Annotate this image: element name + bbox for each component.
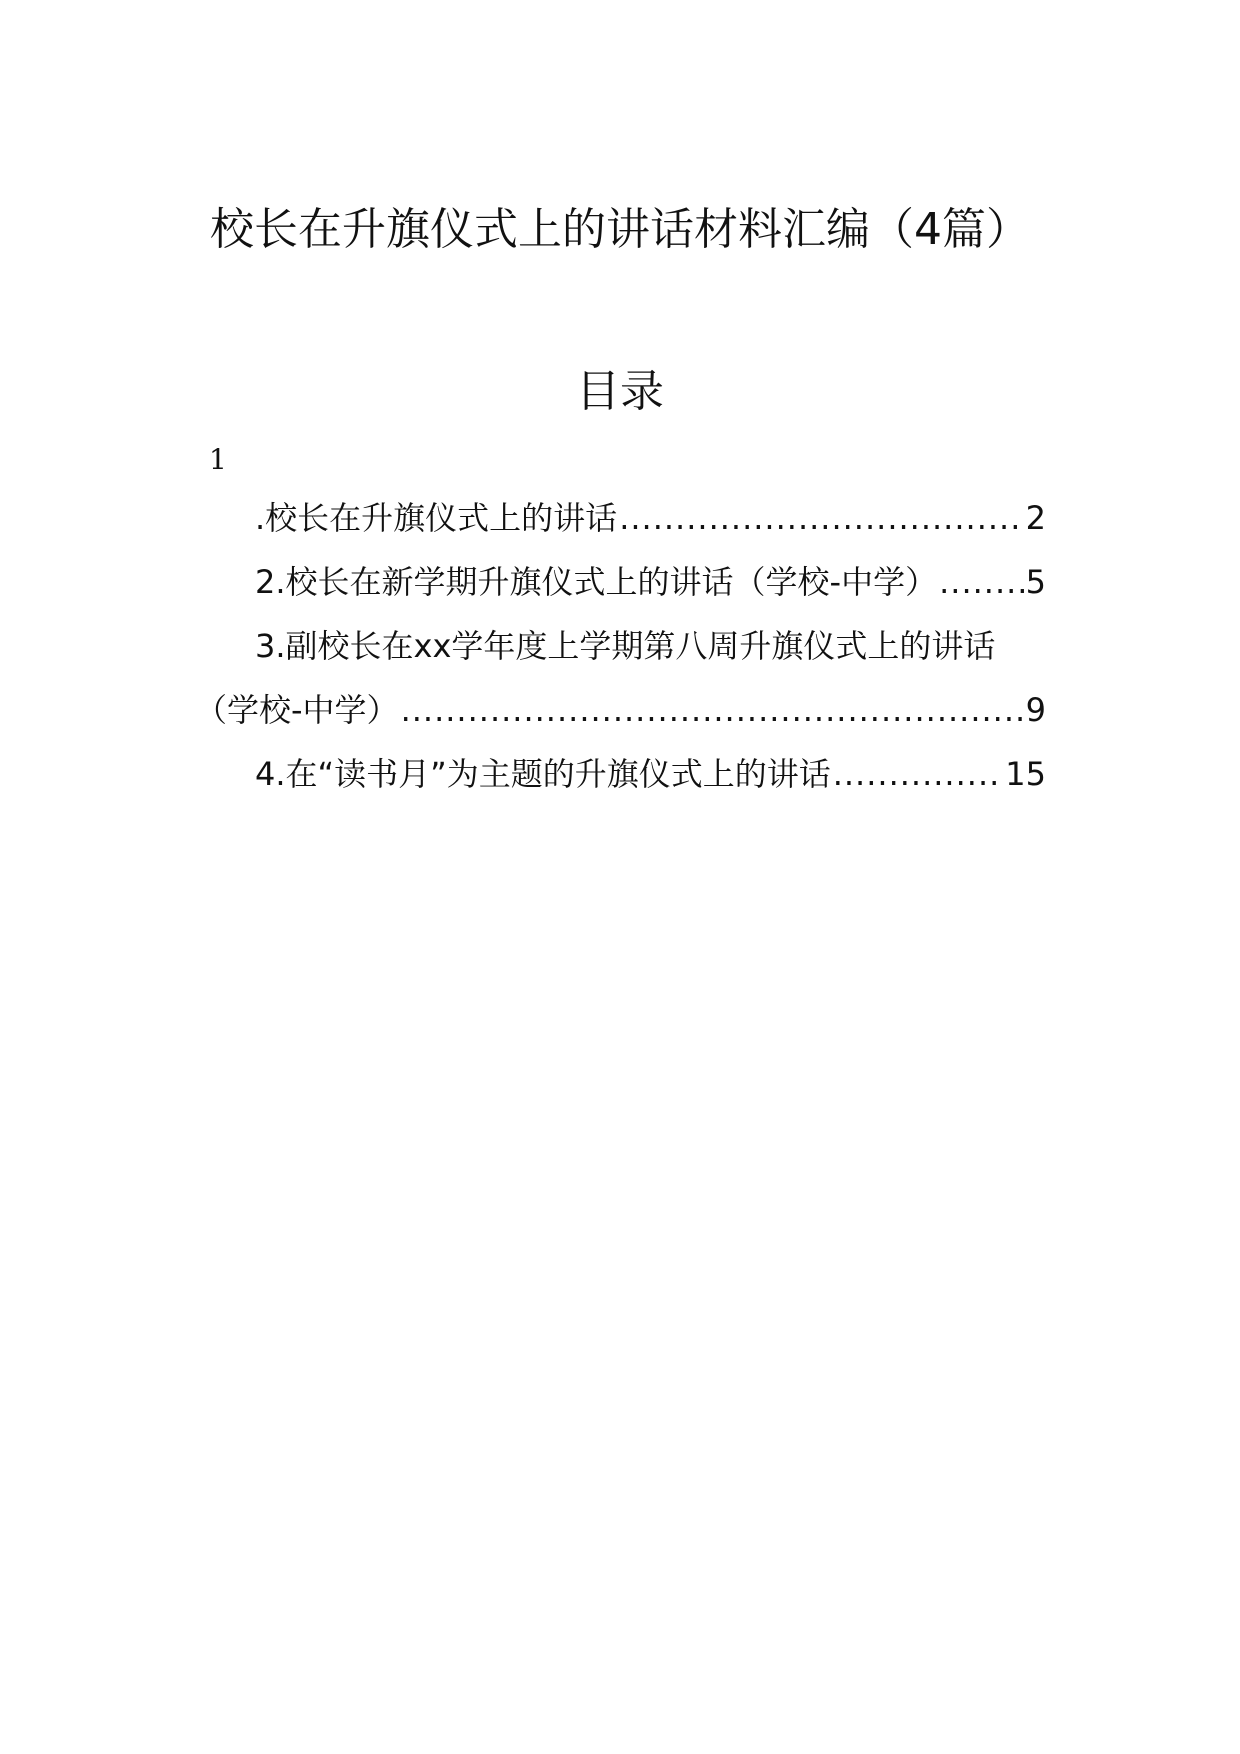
dot-leader: [833, 750, 1004, 798]
toc-entry-4[interactable]: [255, 750, 1046, 798]
toc-entry-label: 2.校长在新学期升旗仪式上的讲话（学校-中学）: [255, 563, 938, 601]
toc-entry-2[interactable]: [255, 558, 1046, 606]
stray-number: 1: [209, 443, 227, 476]
toc-entry-label: .校长在升旗仪式上的讲话: [255, 499, 618, 537]
toc-entry-label: 3.副校长在xx学年度上学期第八周升旗仪式上的讲话: [255, 627, 996, 665]
toc-heading: 目录: [576, 366, 664, 417]
toc-entry-label: 4.在“读书月”为主题的升旗仪式上的讲话: [255, 755, 831, 793]
toc-entry-1[interactable]: [255, 494, 1046, 542]
dot-leader: [619, 494, 1023, 542]
toc-entry-page: 5: [1025, 563, 1046, 601]
toc-entry-label-continuation: （学校-中学）: [195, 691, 399, 729]
toc-entry-page: 15: [1005, 755, 1046, 793]
toc-entry-page: 2: [1025, 499, 1046, 537]
toc-entry-3-continuation[interactable]: [195, 686, 1046, 734]
toc-entry-3[interactable]: [255, 622, 1046, 670]
document-title: 校长在升旗仪式上的讲话材料汇编（4篇）: [210, 204, 1030, 255]
toc-entry-page: 9: [1025, 691, 1046, 729]
dot-leader: [401, 686, 1024, 734]
dot-leader: [939, 558, 1024, 606]
